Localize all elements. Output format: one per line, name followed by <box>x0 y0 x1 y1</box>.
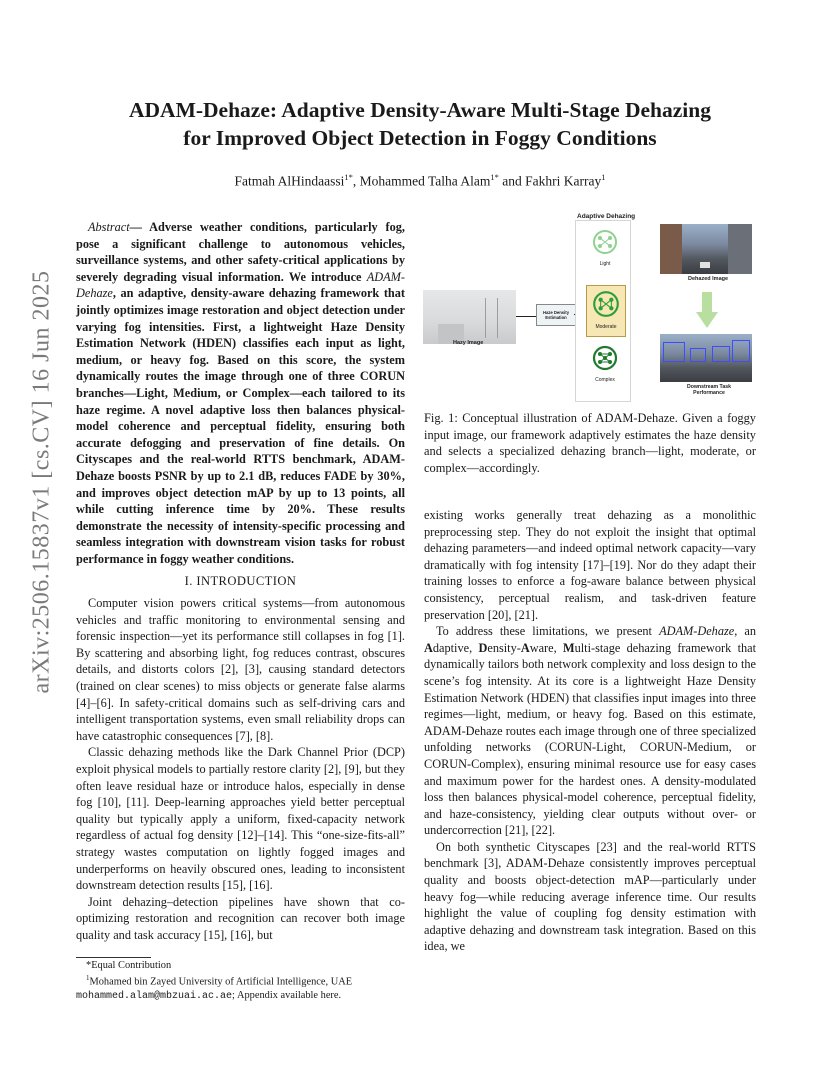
title-line-1: ADAM-Dehaze: Adaptive Density-Aware Multi-Stage Dehazing <box>128 98 711 122</box>
network-moderate-icon <box>591 289 621 319</box>
footnotes <box>76 959 405 1004</box>
author-2: Mohammed Talha Alam <box>359 173 491 189</box>
label-dehazed-image: Dehazed Image <box>688 276 729 282</box>
right-paragraph-1: existing works generally treat dehazing as a monolithic preprocessing step. They do not exploit the insight that optimal dehazing parameters—and indeed optimal network capacity—vary dramatically with fog intensity [17]–[19]. Nor do they adapt their training losses to enforce a fog-aware balance between physical consistency, perceptual realism, and task-driven feature preservation [20], [21]. <box>424 508 756 622</box>
network-complex-icon <box>591 344 619 372</box>
down-arrow-icon <box>696 292 718 328</box>
figure-1 <box>420 210 760 402</box>
abstract-method-name: ADAM-Dehaze <box>76 269 405 301</box>
author-3: and Fakhri Karray <box>498 173 602 189</box>
footnote-contact: mohammed.alam@mbzuai.ac.ae; Appendix available here. <box>76 990 342 1003</box>
paper-title <box>70 96 770 152</box>
right-paragraph-2: To address these limitations, we present ADAM-Dehaze, an Adaptive, Density-Aware, Multi-stage dehazing framework that dynamically tailors both network complexity and loss design to the scene’s fog intensity. At its core is a lightweight Haze Density Estimation Network (HDEN) that classifies input images into three regimes—light, medium, or heavy fog. Based on this estimate, ADAM-Dehaze routes each image through one of three specialized unfolding networks (CORUN-Light, CORUN-Medium, or CORUN-Complex), ensuring minimal resource use for easy cases and maximum power for the hardest ones. A density-modulated loss then balances physical-model coherence, perceptual fidelity, and haze-consistency, yielding clear outputs without over- or undercorrection [21], [22]. <box>424 624 757 838</box>
footnote-affiliation: $^1$Mohamed bin Zayed University of Artificial Intelligence, UAE <box>86 974 353 988</box>
detection-result-image <box>660 334 752 382</box>
network-light-icon <box>591 228 619 256</box>
dehazed-image <box>660 224 752 274</box>
email-link[interactable]: mohammed.alam@mbzuai.ac.ae <box>76 991 233 1003</box>
branch-complex: Complex <box>590 344 620 390</box>
figure-caption: Fig. 1: Conceptual illustration of ADAM-Dehaze. Given a foggy input image, our framework adaptively estimates the haze density and selects a specialized dehazing branch—light, moderate, or complex—accordingly. <box>424 411 756 475</box>
right-paragraph-3: On both synthetic Cityscapes [23] and the real-world RTTS benchmark [3], ADAM-Dehaze consistently improves perceptual quality and boosts object-detection mAP—particularly under heavy fog—while reducing average inference time. Our results highlight the value of coupling fog density estimation with adaptive dehazing and downstream task integration. Based on this idea, we <box>424 839 756 954</box>
author-1-sup: 1* <box>344 172 353 182</box>
author-list: Fatmah AlHindaassi$^{1*}$, Mohammed Talha Alam$^{1*}$ and Fakhri Karray$^1$ <box>234 172 606 189</box>
label-adaptive-dehazing: Adaptive Dehazing <box>577 213 636 220</box>
right-column <box>424 507 756 955</box>
footnote-equal-contribution: *Equal Contribution <box>86 960 172 971</box>
author-2-sup: 1* <box>490 172 499 182</box>
author-1: Fatmah AlHindaassi <box>234 173 345 189</box>
branch-moderate: Moderate <box>586 285 626 337</box>
appendix-link[interactable]: here <box>320 990 339 1002</box>
method-name-italic: ADAM-Dehaze <box>659 624 735 639</box>
abstract-label: Abstract <box>88 220 130 234</box>
footnote-divider <box>76 957 151 958</box>
intro-paragraph-3: Joint dehazing–detection pipelines have shown that co-optimizing restoration and recognition can recover both image quality and task accuracy [15], [16], but <box>76 894 405 942</box>
intro-paragraph-1: Computer vision powers critical systems—from autonomous vehicles and traffic monitoring to environmental sensing and forensic inspection—yet its performance still collapses in fog [1]. By scattering and absorbing light, fog reduces contrast, obscures details, and distorts colors [2], [3], causing standard detectors (trained on clear scenes) to miss objects or generate false alarms [4]–[6]. In safety-critical domains such as self-driving cars and intelligent transportation systems, even small reliability drops can have catastrophic consequences [7], [8]. <box>76 596 405 743</box>
intro-paragraph-2: Classic dehazing methods like the Dark Channel Prior (DCP) exploit physical models to partially restore clarity [2], [9], but they often leave residual haze or introduce halos, especially in dense fog [10], [11]. Deep-learning approaches yield better perceptual quality but typically apply a uniform, fixed-capacity network regardless of actual fog density [12]–[14]. This “one-size-fits-all” strategy wastes computation on lightly fogged images and underperforms on heavily obscured ones, leading to inconsistent downstream detection results [15], [16]. <box>76 745 405 893</box>
title-line-2: for Improved Object Detection in Foggy Conditions <box>183 126 657 150</box>
author-3-sup: 1 <box>601 172 606 182</box>
hazy-image <box>423 290 516 344</box>
label-hazy-image: Hazy Image <box>453 340 484 346</box>
arxiv-id-text: arXiv:2506.15837v1 [cs.CV] 16 Jun 2025 <box>28 270 55 694</box>
branch-light: Light <box>590 228 620 274</box>
arxiv-identifier <box>22 270 55 694</box>
abstract: Abstract— Adverse weather conditions, particularly fog, pose a significant challenge to autonomous vehicles, surveillance systems, and other safety-critical applications by severely degrading visual information. We introduce ADAM-Dehaze, an adaptive, density-aware dehazing framework that jointly optimizes image restoration and object detection under varying fog intensities. First, a lightweight Haze Density Estimation Network (HDEN) classifies each input as light, medium, or heavy fog. Based on this score, the system dynamically routes the image through one of three CORUN branches—Light, Medium, or Complex—each tailored to its haze regime. A novel adaptive loss then balances physical-model coherence and perceptual fidelity, ensuring both accurate defogging and preservation of fine details. On Cityscapes and the real-world RTTS benchmark, ADAM-Dehaze boosts PSNR by up to 2.1 dB, reduces FADE by 30%, and improves object detection mAP by up to 13 points, all while cutting inference time by 20%. These results demonstrate the necessity of intensity-specific processing and seamless integration with downstream vision tasks for robust performance in foggy weather conditions. <box>76 220 405 566</box>
section-heading-introduction: I. INTRODUCTION <box>184 574 297 589</box>
hden-box: Haze Density Estimation <box>536 304 576 326</box>
label-downstream-task: Downstream Task Performance <box>686 384 731 396</box>
left-column <box>76 219 405 944</box>
